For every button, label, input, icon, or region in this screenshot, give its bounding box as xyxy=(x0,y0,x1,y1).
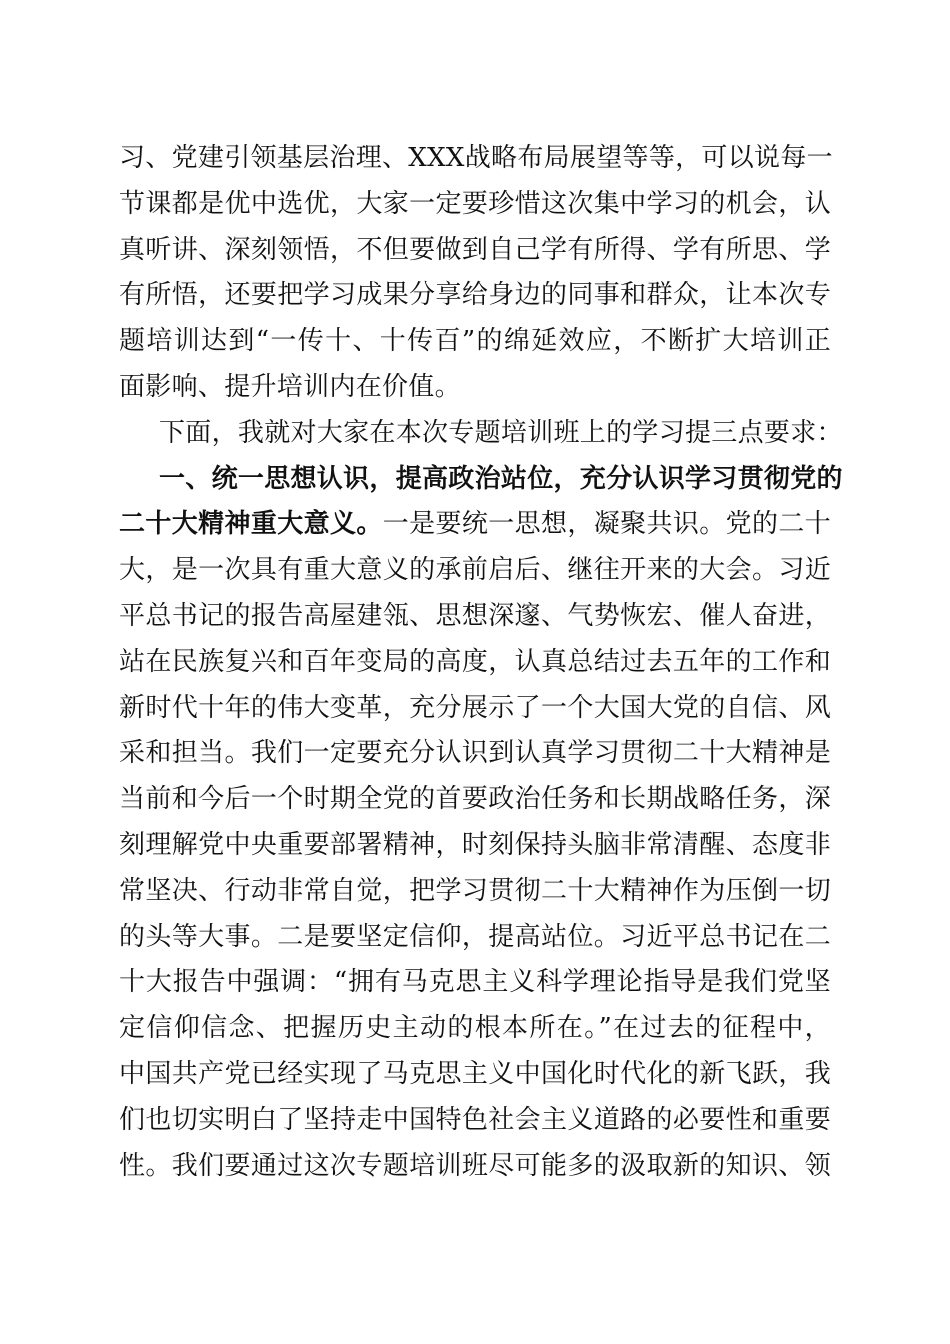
body-text xyxy=(119,136,843,1235)
section-heading-line: 一、统一思想认识，提高政治站位，充分认识学习贯彻党的 xyxy=(159,463,843,494)
text-line: 题培训达到“一传十、十传百”的绵延效应，不断扩大培训正 xyxy=(119,326,831,357)
text-line-mixed xyxy=(119,502,831,548)
text-line: 十大报告中强调：“拥有马克思主义科学理论指导是我们党坚 xyxy=(119,967,831,998)
text-line: 习、党建引领基层治理、XXX战略布局展望等等，可以说每一 xyxy=(119,143,833,173)
text-line: 大，是一次具有重大意义的承前启后、继往开来的大会。习近 xyxy=(119,555,831,586)
text-line: 常坚决、行动非常自觉，把学习贯彻二十大精神作为压倒一切 xyxy=(119,875,831,906)
text-line: 当前和今后一个时期全党的首要政治任务和长期战略任务，深 xyxy=(119,784,831,815)
text-line: 定信仰信念、把握历史主动的根本所在。”在过去的征程中， xyxy=(119,1013,831,1044)
section-heading-tail: 二十大精神重大意义。 xyxy=(119,509,383,540)
text-line: 新时代十年的伟大变革，充分展示了一个大国大党的自信、风 xyxy=(119,692,831,723)
text-line: 们也切实明白了坚持走中国特色社会主义道路的必要性和重要 xyxy=(119,1104,831,1135)
text-line: 中国共产党已经实现了马克思主义中国化时代化的新飞跃，我 xyxy=(119,1058,831,1089)
text-line: 采和担当。我们一定要充分认识到认真学习贯彻二十大精神是 xyxy=(119,738,831,769)
text-line: 的头等大事。二是要坚定信仰，提高站位。习近平总书记在二 xyxy=(119,921,831,952)
text-line: 下面，我就对大家在本次专题培训班上的学习提三点要求： xyxy=(159,417,843,448)
text-line: 性。我们要通过这次专题培训班尽可能多的汲取新的知识、领 xyxy=(119,1150,831,1181)
text-line: 面影响、提升培训内在价值。 xyxy=(119,371,461,402)
text-line: 真听讲、深刻领悟，不但要做到自己学有所得、学有所思、学 xyxy=(119,234,831,265)
text-line: 有所悟，还要把学习成果分享给身边的同事和群众，让本次专 xyxy=(119,280,831,311)
text-line-tail: 一是要统一思想，凝聚共识。党的二十 xyxy=(382,509,831,540)
text-line: 站在民族复兴和百年变局的高度，认真总结过去五年的工作和 xyxy=(119,646,831,677)
text-line: 刻理解党中央重要部署精神，时刻保持头脑非常清醒、态度非 xyxy=(119,829,831,860)
text-line: 平总书记的报告高屋建瓴、思想深邃、气势恢宏、催人奋进， xyxy=(119,600,831,631)
text-line: 节课都是优中选优，大家一定要珍惜这次集中学习的机会，认 xyxy=(119,188,831,219)
text-line xyxy=(119,1189,831,1235)
